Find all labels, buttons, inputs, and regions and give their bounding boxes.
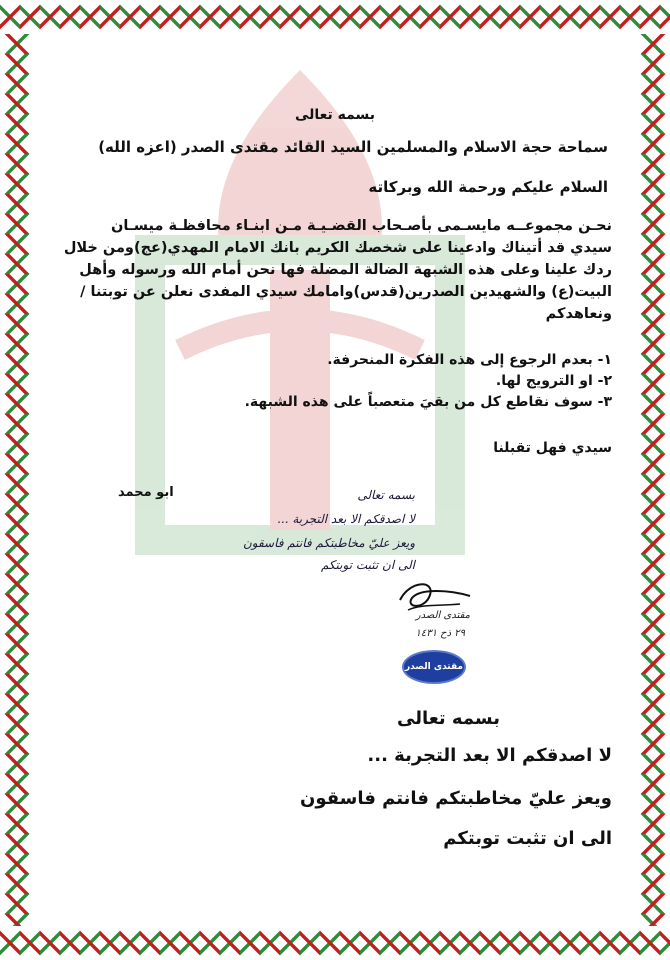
letter-closing: سيدي فهل تقبلنا	[493, 440, 612, 456]
decorative-border-left	[0, 34, 34, 926]
signature-name: مقتدى الصدر	[415, 610, 470, 621]
handwritten-line: الى ان تثبت توبتكم	[320, 558, 415, 572]
transcription-line: الى ان تثبت توبتكم	[443, 828, 612, 849]
handwritten-line: ويعز عليّ مخاطبتكم فانتم فاسقون	[242, 536, 415, 550]
letter-addressee: سماحة حجة الاسلام والمسلمين السيد القائد مقتدى الصدر (اعزه الله)	[98, 138, 608, 156]
letter-basmala: بسمه تعالى	[294, 107, 376, 123]
handwritten-signature	[390, 570, 480, 630]
letter-body-line: ونعاهدكم	[545, 306, 612, 322]
letter-body-line: نحـن مجموعــه مايسـمى بأصـحاب القضـيـة مـن ابنـاء محافظـة ميسـان	[111, 218, 612, 234]
decorative-border-top	[0, 0, 670, 34]
handwritten-line: بسمه تعالى	[357, 488, 415, 502]
handwritten-line: لا اصدقكم الا بعد التجربة ...	[277, 512, 415, 526]
transcription-line: ويعز عليّ مخاطبتكم فانتم فاسقون	[300, 788, 612, 809]
transcription-line: لا اصدقكم الا بعد التجربة ...	[367, 745, 612, 766]
letter-sender: ابو محمد	[118, 485, 174, 500]
decorative-border-right	[636, 34, 670, 926]
transcription-line: بسمه تعالى	[397, 708, 500, 729]
letter-body-line: البيت(ع) والشهيدين الصدرين(قدس)وامامك سيدي المفدى نعلن عن توبتنا /	[80, 284, 612, 300]
pledge-item: ١- بعدم الرجوع إلى هذه الفكرة المنحرفة.	[327, 352, 612, 368]
letter-body-line: ردك علينا وعلى هذه الشبهة الضالة المضلة فها نحن أمام الله ورسوله وأهل	[79, 262, 612, 278]
pledge-list	[52, 350, 612, 413]
decorative-border-bottom	[0, 926, 670, 960]
letter-body	[52, 215, 612, 325]
pledge-item: ٣- سوف نقاطع كل من بقيَ متعصباً على هذه الشبهة.	[244, 394, 612, 410]
official-stamp	[402, 650, 466, 684]
signature-date: ٢٩ ذح ١٤٣١	[415, 628, 465, 639]
pledge-item: ٢- او الترويج لها.	[495, 373, 612, 389]
stamp-text: مقتدى الصدر	[404, 662, 464, 672]
letter-greeting: السلام عليكم ورحمة الله وبركاته	[368, 178, 608, 196]
letter-body-line: سيدي قد أتيناك وادعينا على شخصك الكريم بانك الامام المهدي(عج)ومن خلال	[63, 240, 612, 256]
